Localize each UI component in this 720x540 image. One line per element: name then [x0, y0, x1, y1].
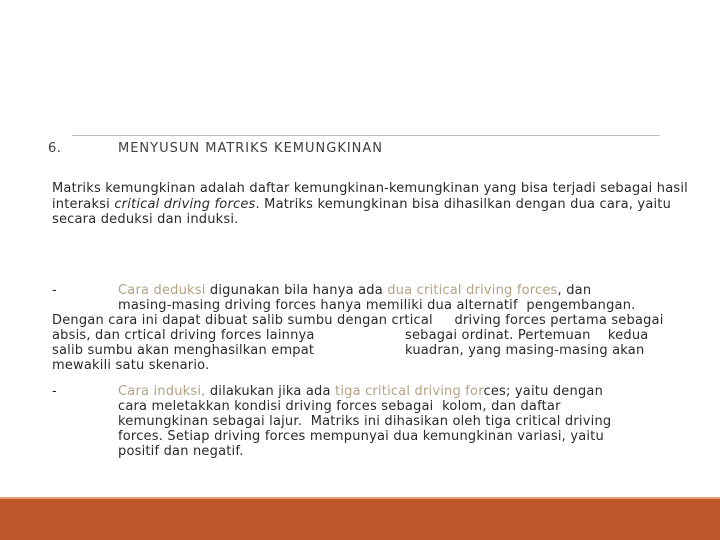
induksi-term: Cara induksi,	[118, 384, 206, 399]
section-number: 6.	[48, 141, 62, 156]
bullet2-line5: positif dan negatif.	[118, 444, 244, 459]
bullet1-line1	[118, 283, 591, 299]
bullet-dash: -	[52, 283, 57, 298]
bullet2-line3: kemungkinan sebagai lajur. Matriks ini dihasikan oleh tiga critical driving	[118, 414, 612, 429]
deduksi-term: Cara deduksi	[118, 283, 206, 298]
bullet2-line4: forces. Setiap driving forces mempunyai dua kemungkinan variasi, yaitu	[118, 429, 604, 444]
bullet2-line1	[118, 384, 603, 400]
intro-italic-term: critical driving forces	[114, 196, 256, 212]
section-title: MENYUSUN MATRIKS KEMUNGKINAN	[118, 141, 384, 156]
bullet1-line3: Dengan cara ini dapat dibuat salib sumbu dengan crtical driving forces pertama sebagai	[52, 313, 664, 328]
intro-paragraph	[52, 181, 692, 228]
bullet1-line4a: absis, dan crtical driving forces lainnya	[52, 328, 315, 343]
footer-bar	[0, 497, 720, 540]
dua-forces-term: dua critical driving forces	[387, 283, 558, 298]
intro-text: Matriks kemungkinan adalah daftar kemungkinan-kemungkinan yang bisa terjadi sebagai hasil interaksi	[52, 181, 688, 212]
bullet1-line2: masing-masing driving forces hanya memiliki dua alternatif pengembangan.	[118, 298, 636, 313]
bullet-dash: -	[52, 384, 57, 399]
footer-accent-line	[0, 497, 720, 499]
bullet1-line5a: salib sumbu akan menghasilkan empat	[52, 343, 315, 358]
bullet1-line5b: kuadran, yang masing-masing akan	[405, 343, 645, 358]
intro-text-end: . Matriks kemungkinan bisa dihasilkan dengan dua cara, yaitu secara deduksi dan induksi.	[52, 196, 672, 227]
bullet1-text-end: , dan	[557, 283, 592, 298]
bullet1-text: digunakan bila hanya ada	[205, 283, 388, 298]
bullet1-line4b: sebagai ordinat. Pertemuan kedua	[405, 328, 649, 343]
heading-rule	[72, 135, 660, 136]
tiga-forces-term: tiga critical driving for	[335, 384, 484, 399]
bullet2-line2: cara meletakkan kondisi driving forces sebagai kolom, dan daftar	[118, 399, 561, 414]
bullet2-text: dilakukan jika ada	[205, 384, 336, 399]
bullet2-text-end: ces; yaitu dengan	[483, 384, 604, 399]
bullet1-line6: mewakili satu skenario.	[52, 358, 210, 373]
